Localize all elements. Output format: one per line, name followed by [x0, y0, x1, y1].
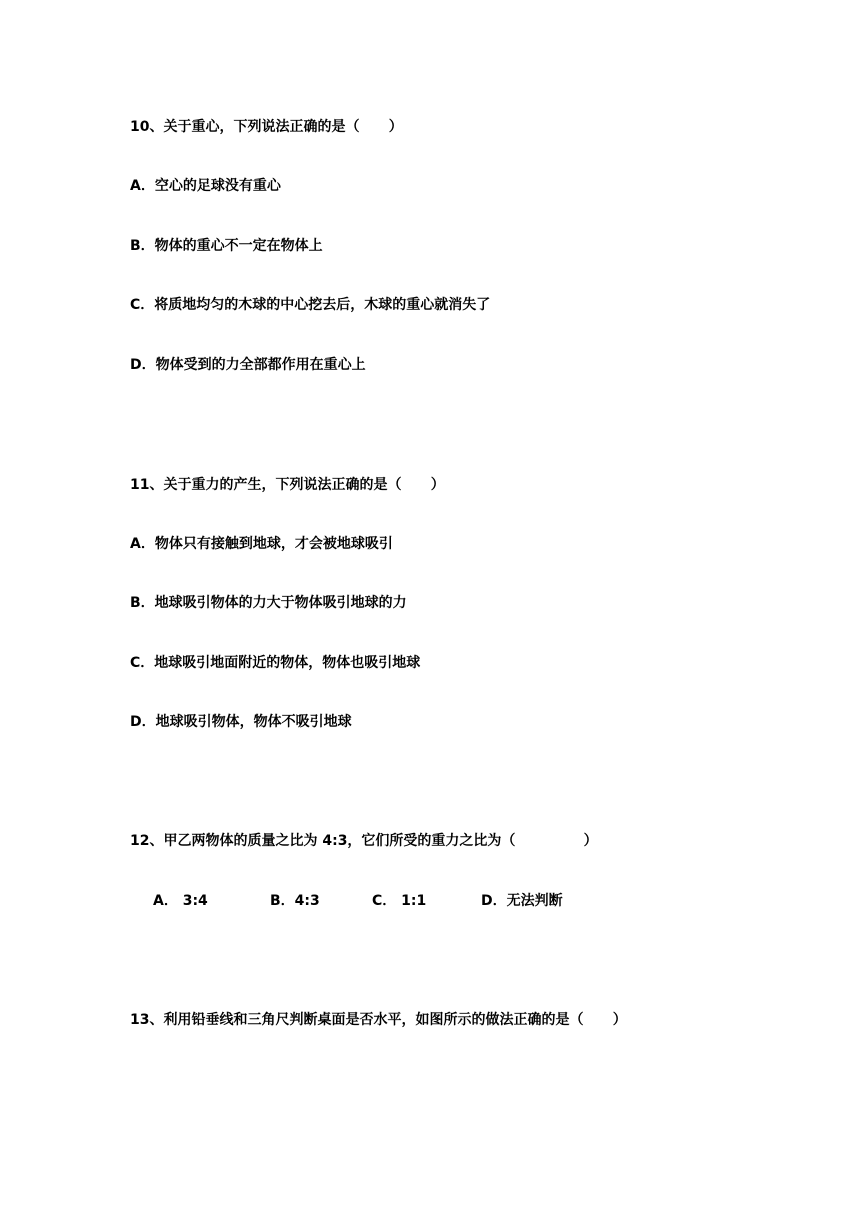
- question-10-option-a: A．空心的足球没有重心: [130, 178, 281, 194]
- question-10-option-d: D．物体受到的力全部都作用在重心上: [130, 357, 366, 373]
- question-10-stem: 10、关于重心，下列说法正确的是（ ）: [130, 119, 403, 135]
- question-12-option-d: D．无法判断: [481, 893, 563, 909]
- question-10-option-c: C．将质地均匀的木球的中心挖去后，木球的重心就消失了: [130, 297, 491, 313]
- question-11-option-c: C．地球吸引地面附近的物体，物体也吸引地球: [130, 655, 421, 671]
- question-12-option-a: A． 3:4: [153, 893, 208, 909]
- question-10-option-b: B．物体的重心不一定在物体上: [130, 238, 323, 254]
- question-12-option-b: B．4:3: [270, 893, 320, 909]
- question-11-option-d: D．地球吸引物体，物体不吸引地球: [130, 714, 352, 730]
- question-12-stem: 12、甲乙两物体的质量之比为 4:3，它们所受的重力之比为（ ）: [130, 833, 598, 849]
- question-11-option-a: A．物体只有接触到地球，才会被地球吸引: [130, 536, 393, 552]
- question-11-stem: 11、关于重力的产生，下列说法正确的是（ ）: [130, 477, 445, 493]
- question-12-option-c: C． 1:1: [372, 893, 427, 909]
- question-13-stem: 13、利用铅垂线和三角尺判断桌面是否水平，如图所示的做法正确的是（ ）: [130, 1012, 627, 1028]
- question-11-option-b: B．地球吸引物体的力大于物体吸引地球的力: [130, 595, 407, 611]
